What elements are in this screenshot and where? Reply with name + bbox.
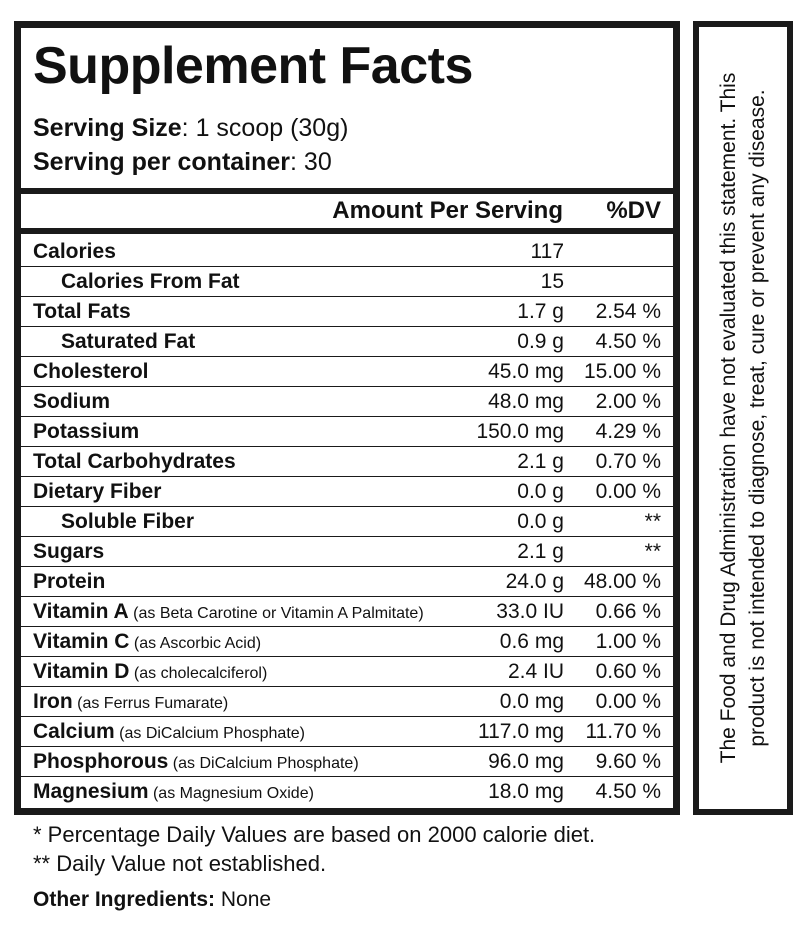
other-ingredients-label: Other Ingredients: <box>33 888 216 911</box>
nutrient-name: Protein <box>33 570 106 593</box>
nutrient-amount: 1.7 g <box>517 300 564 323</box>
nutrient-name: Calcium <box>33 720 115 743</box>
nutrient-dv: 4.50 % <box>595 780 661 803</box>
table-row <box>21 237 673 267</box>
nutrient-name: Vitamin A <box>33 600 129 623</box>
other-ingredients <box>33 888 271 912</box>
table-row <box>21 297 673 327</box>
nutrient-source-note: (as DiCalcium Phosphate) <box>114 725 305 742</box>
nutrient-name: Saturated Fat <box>61 330 196 353</box>
nutrient-name: Phosphorous <box>33 750 169 773</box>
nutrient-amount: 0.9 g <box>517 330 564 353</box>
nutrient-amount: 96.0 mg <box>488 750 564 773</box>
nutrient-amount: 33.0 IU <box>496 600 564 623</box>
nutrient-dv: 0.00 % <box>595 480 661 503</box>
table-row <box>21 777 673 807</box>
table-row <box>21 687 673 717</box>
nutrient-dv: 2.00 % <box>595 390 661 413</box>
table-row <box>21 507 673 537</box>
nutrient-name: Sodium <box>33 390 110 413</box>
table-row <box>21 327 673 357</box>
nutrient-name: Total Carbohydrates <box>33 450 236 473</box>
servings-per-container <box>33 146 332 178</box>
nutrient-dv: 0.66 % <box>595 600 661 623</box>
nutrient-dv: 2.54 % <box>595 300 661 323</box>
nutrient-dv: 4.50 % <box>595 330 661 353</box>
table-row <box>21 477 673 507</box>
nutrient-amount: 15 <box>540 270 564 293</box>
nutrient-dv: 1.00 % <box>595 630 661 653</box>
table-row <box>21 597 673 627</box>
nutrient-name: Vitamin D <box>33 660 130 683</box>
column-header-amount: Amount Per Serving <box>332 197 563 224</box>
nutrient-name: Sugars <box>33 540 105 563</box>
nutrient-amount: 0.0 g <box>517 480 564 503</box>
nutrient-amount: 48.0 mg <box>488 390 564 413</box>
nutrient-amount: 45.0 mg <box>488 360 564 383</box>
serving-size-label: Serving Size <box>33 114 182 142</box>
other-ingredients-value: None <box>215 888 272 911</box>
nutrient-name: Iron <box>33 690 73 713</box>
nutrient-dv: 48.00 % <box>583 570 661 593</box>
nutrient-amount: 2.4 IU <box>507 660 564 683</box>
nutrient-name: Potassium <box>33 420 140 443</box>
serving-size-value: : 1 scoop (30g) <box>181 114 349 142</box>
nutrient-dv: 15.00 % <box>583 360 661 383</box>
table-row <box>21 447 673 477</box>
nutrient-name: Calories From Fat <box>61 270 240 293</box>
nutrient-dv: 0.00 % <box>595 690 661 713</box>
nutrient-dv: 9.60 % <box>595 750 661 773</box>
nutrient-source-note: (as Ferrus Fumarate) <box>72 695 229 712</box>
fda-disclaimer-text: The Food and Drug Administration have not evaluated this statement. This product is not intended to diagnose, treat, cure or prevent any disease. <box>717 72 769 764</box>
nutrient-amount: 0.6 mg <box>499 630 564 653</box>
nutrient-dv: 11.70 % <box>585 720 661 743</box>
footnote-daily-values: * Percentage Daily Values are based on 2000 calorie diet. <box>33 822 596 847</box>
nutrient-name: Cholesterol <box>33 360 149 383</box>
nutrient-dv: 4.29 % <box>595 420 661 443</box>
table-row <box>21 387 673 417</box>
nutrient-source-note: (as DiCalcium Phosphate) <box>168 755 359 772</box>
divider-thick <box>21 228 673 234</box>
nutrient-amount: 117 <box>530 240 564 263</box>
nutrient-source-note: (as Ascorbic Acid) <box>129 635 262 652</box>
nutrient-name: Soluble Fiber <box>61 510 195 533</box>
table-row <box>21 267 673 297</box>
servings-per-container-label: Serving per container <box>33 148 291 176</box>
table-row <box>21 357 673 387</box>
nutrient-amount: 2.1 g <box>517 450 564 473</box>
table-row <box>21 567 673 597</box>
table-row <box>21 417 673 447</box>
nutrient-amount: 2.1 g <box>517 540 564 563</box>
nutrient-name: Magnesium <box>33 780 149 803</box>
nutrient-name: Vitamin C <box>33 630 130 653</box>
table-row <box>21 747 673 777</box>
fda-disclaimer-box <box>693 21 793 815</box>
serving-size <box>33 112 348 144</box>
table-row <box>21 717 673 747</box>
nutrient-table <box>21 237 673 807</box>
nutrient-dv: ** <box>644 510 661 533</box>
nutrient-name: Calories <box>33 240 116 263</box>
nutrient-dv: 0.70 % <box>595 450 661 473</box>
column-header <box>21 194 673 228</box>
nutrient-source-note: (as Beta Carotine or Vitamin A Palmitate) <box>128 605 424 622</box>
nutrient-name: Dietary Fiber <box>33 480 162 503</box>
nutrient-dv: 0.60 % <box>595 660 661 683</box>
nutrient-name: Total Fats <box>33 300 131 323</box>
nutrient-amount: 24.0 g <box>505 570 564 593</box>
table-row <box>21 537 673 567</box>
facts-title: Supplement Facts <box>33 37 473 95</box>
nutrient-amount: 0.0 mg <box>499 690 564 713</box>
nutrient-source-note: (as Magnesium Oxide) <box>148 785 314 802</box>
servings-per-container-value: : 30 <box>290 148 332 176</box>
table-row <box>21 627 673 657</box>
footnote-not-established: ** Daily Value not established. <box>33 851 327 876</box>
nutrient-dv: ** <box>644 540 661 563</box>
facts-header <box>21 28 673 189</box>
nutrient-amount: 150.0 mg <box>476 420 564 443</box>
column-header-dv: %DV <box>606 197 661 224</box>
nutrient-amount: 117.0 mg <box>478 720 564 743</box>
nutrient-amount: 18.0 mg <box>488 780 564 803</box>
supplement-facts-panel <box>14 21 680 815</box>
nutrient-source-note: (as cholecalciferol) <box>129 665 268 682</box>
table-row <box>21 657 673 687</box>
nutrient-amount: 0.0 g <box>517 510 564 533</box>
